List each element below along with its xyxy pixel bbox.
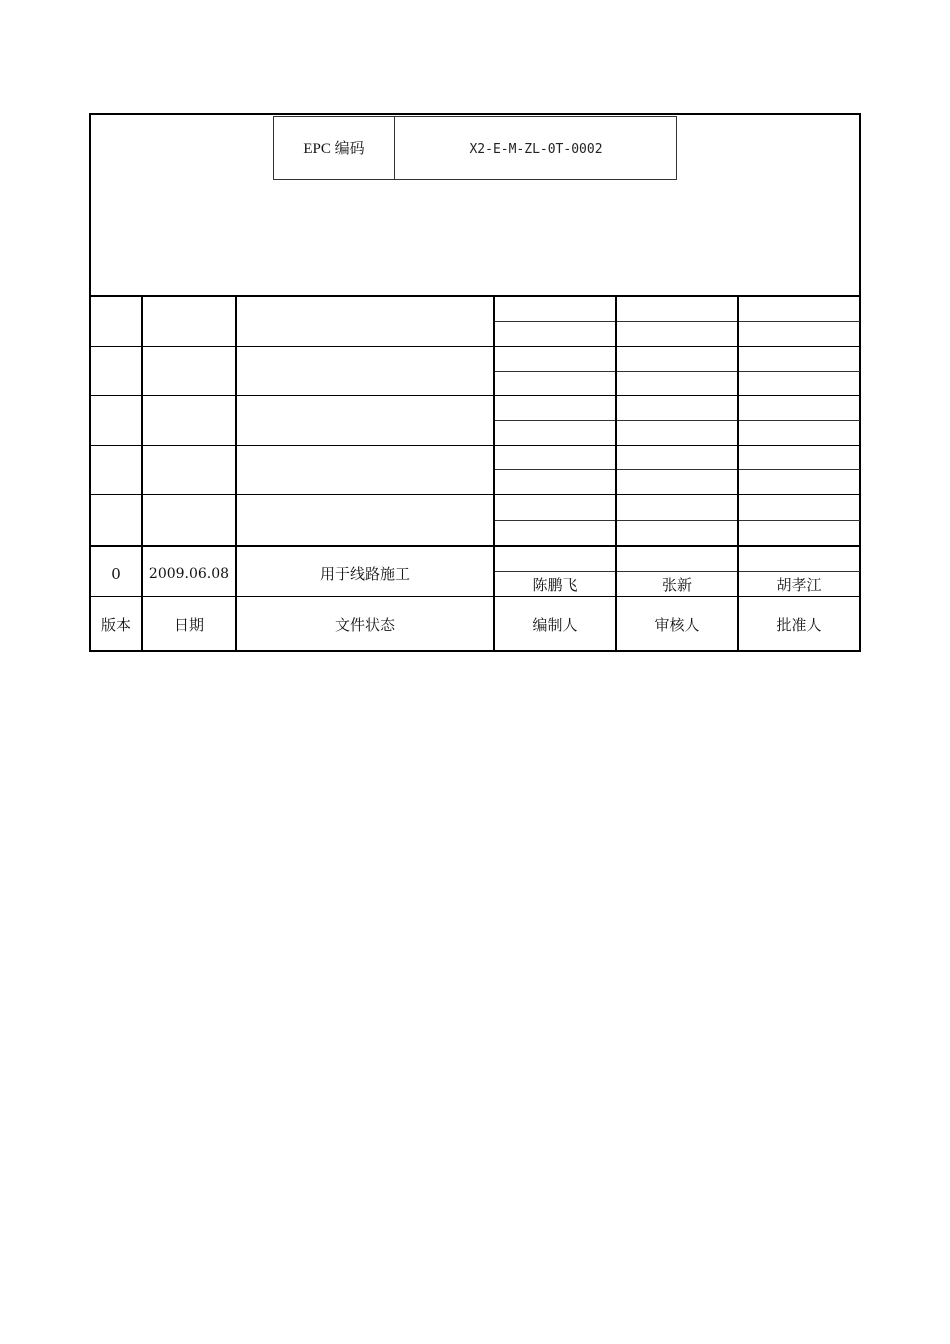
label-version: 版本: [100, 616, 131, 634]
row-divider: [90, 346, 860, 347]
revision-checked-by: 张新: [661, 576, 692, 594]
revision-status: 用于线路施工: [319, 565, 410, 583]
revision-date: 2009.06.08: [148, 566, 230, 582]
column-divider: [141, 296, 143, 651]
label-checked-by: 审核人: [654, 616, 700, 634]
sub-row-line: [494, 571, 860, 572]
sub-row-line: [494, 321, 860, 322]
row-divider: [90, 545, 860, 547]
column-divider: [737, 296, 739, 651]
column-divider: [615, 296, 617, 651]
label-prepared-by: 编制人: [532, 616, 578, 634]
epc-code-box: [273, 116, 677, 180]
sub-row-line: [494, 371, 860, 372]
label-status: 文件状态: [334, 616, 395, 634]
epc-label: EPC 编码: [303, 141, 365, 157]
column-divider: [493, 296, 495, 651]
column-divider: [235, 296, 237, 651]
sub-row-line: [494, 420, 860, 421]
row-divider: [90, 395, 860, 396]
label-date: 日期: [173, 616, 204, 634]
revision-approved-by: 胡孝江: [776, 576, 822, 594]
row-divider: [90, 445, 860, 446]
epc-code-value: X2-E-M-ZL-0T-0002: [469, 142, 603, 157]
revision-version: 0: [111, 565, 121, 583]
revision-prepared-by: 陈鹏飞: [532, 576, 578, 594]
row-divider: [90, 494, 860, 495]
sub-row-line: [494, 469, 860, 470]
label-approved-by: 批准人: [776, 616, 822, 634]
table-top-border: [90, 295, 860, 297]
row-divider: [90, 596, 860, 597]
sub-row-line: [494, 520, 860, 521]
